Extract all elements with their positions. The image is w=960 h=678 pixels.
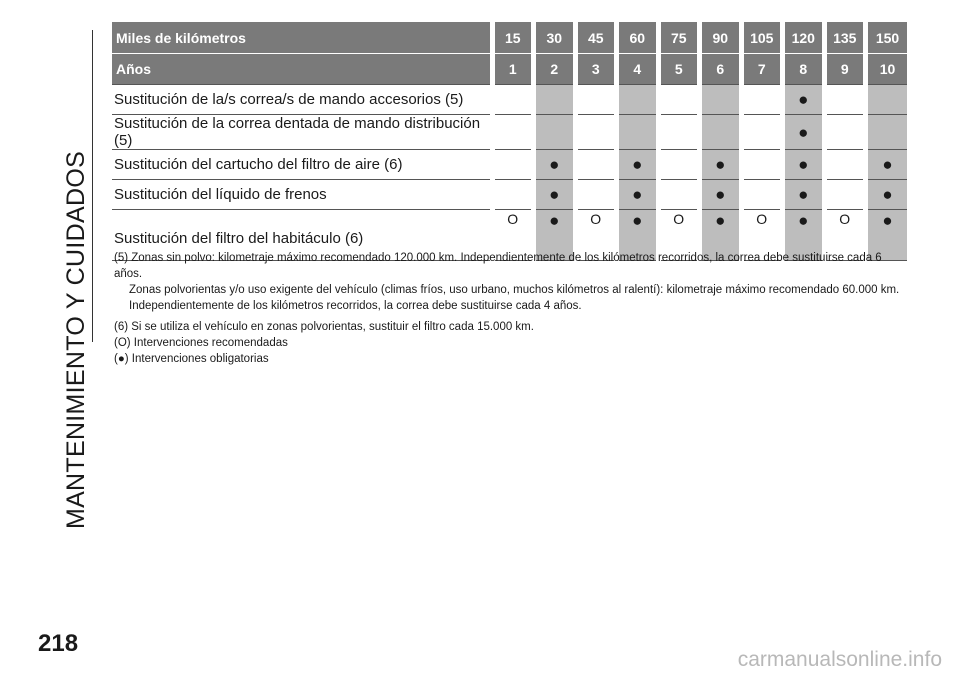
recommended-mark: O [673,211,685,227]
year-header-cell: 4 [617,54,659,85]
footnote-6: (6) Si se utiliza el vehículo en zonas polvorientas, sustituir el filtro cada 15.000 km. [114,321,534,333]
km-header-cell: 120 [783,22,825,54]
km-header-cell: 60 [617,22,659,54]
schedule-cell [866,150,908,180]
mandatory-mark: ● [798,90,809,109]
mandatory-mark: ● [798,211,809,230]
schedule-cell [741,85,783,115]
km-header-cell: 30 [534,22,576,54]
year-header-cell: 8 [783,54,825,85]
maintenance-task-label: Sustitución de la/s correa/s de mando accesorios (5) [112,85,492,115]
mandatory-mark: ● [549,155,560,174]
table-row [112,85,907,115]
year-header-cell: 1 [492,54,534,85]
schedule-cell [824,115,866,150]
maintenance-task-label: Sustitución de la correa dentada de mando distribución (5) [112,115,492,150]
schedule-cell [534,180,576,210]
schedule-cell [617,85,659,115]
schedule-cell [492,180,534,210]
schedule-cell [617,150,659,180]
years-header-row [112,54,907,85]
schedule-cell [534,115,576,150]
km-header-cell: 90 [700,22,742,54]
years-header-label: Años [112,54,492,85]
footnote-5-replacement-interval: Independientemente de los kilómetros recorridos, la correa debe sustituirse cada 4 años. [129,300,582,312]
km-header-cell: 135 [824,22,866,54]
schedule-cell [783,150,825,180]
schedule-cell [866,85,908,115]
schedule-cell [658,180,700,210]
schedule-cell [534,150,576,180]
watermark: carmanualsonline.info [737,648,942,671]
schedule-cell [866,115,908,150]
year-header-cell: 3 [575,54,617,85]
km-header-cell: 105 [741,22,783,54]
schedule-cell [700,180,742,210]
mandatory-mark: ● [715,155,726,174]
footnotes [114,250,904,367]
year-header-cell: 10 [866,54,908,85]
schedule-cell [492,85,534,115]
mandatory-mark: ● [632,211,643,230]
km-header-cell: 45 [575,22,617,54]
schedule-cell [783,85,825,115]
schedule-cell [575,115,617,150]
mandatory-mark: ● [798,155,809,174]
schedule-cell [783,180,825,210]
schedule-cell [741,180,783,210]
schedule-cell [658,115,700,150]
schedule-cell [866,180,908,210]
schedule-cell [783,115,825,150]
schedule-cell [700,115,742,150]
schedule-cell [658,150,700,180]
schedule-cell [575,150,617,180]
schedule-cell [700,150,742,180]
mandatory-mark: ● [549,211,560,230]
legend-recommended: (O) Intervenciones recomendadas [114,337,288,349]
page-number: 218 [38,630,79,657]
mandatory-mark: ● [632,185,643,204]
mandatory-mark: ● [798,185,809,204]
table-row [112,180,907,210]
year-header-cell: 6 [700,54,742,85]
schedule-cell [741,115,783,150]
recommended-mark: O [507,211,519,227]
recommended-mark: O [756,211,768,227]
km-header-cell: 75 [658,22,700,54]
schedule-cell [658,85,700,115]
footnote-5-dusty-zones: Zonas polvorientas y/o uso exigente del vehículo (climas fríos, uso urbano, muchos kilómetros al ralentí): kilometraje máximo recomendado 60.000 km. [129,284,900,296]
mandatory-mark: ● [882,185,893,204]
km-header-cell: 15 [492,22,534,54]
schedule-cell [492,115,534,150]
mandatory-mark: ● [882,211,893,230]
schedule-cell [617,115,659,150]
schedule-cell [492,150,534,180]
table-row [112,115,907,150]
km-header-row [112,22,907,54]
year-header-cell: 5 [658,54,700,85]
table-row [112,150,907,180]
mandatory-mark: ● [798,122,809,142]
maintenance-schedule-table [112,22,907,261]
schedule-cell [534,85,576,115]
maintenance-task-label: Sustitución del cartucho del filtro de aire (6) [112,150,492,180]
maintenance-task-label: Sustitución del filtro del habitáculo (6) [112,210,492,261]
schedule-cell [575,180,617,210]
mandatory-mark: ● [632,155,643,174]
year-header-cell: 9 [824,54,866,85]
km-header-cell: 150 [866,22,908,54]
schedule-cell [824,85,866,115]
year-header-cell: 2 [534,54,576,85]
mandatory-mark: ● [715,185,726,204]
schedule-cell [617,180,659,210]
recommended-mark: O [590,211,602,227]
recommended-mark: O [839,211,851,227]
schedule-cell [824,150,866,180]
section-title: MANTENIMIENTO Y CUIDADOS [62,150,90,530]
mandatory-mark: ● [882,155,893,174]
legend-mandatory: (●) Intervenciones obligatorias [114,353,269,365]
mandatory-mark: ● [549,185,560,204]
year-header-cell: 7 [741,54,783,85]
maintenance-task-label: Sustitución del líquido de frenos [112,180,492,210]
schedule-cell [741,150,783,180]
footnote-5: (5) Zonas sin polvo: kilometraje máximo recomendado 120.000 km. Independientemente de los kilómetros recorridos, la correa debe sustituirse cada 6 años. [114,252,882,280]
km-header-label: Miles de kilómetros [112,22,492,54]
section-divider [92,30,93,342]
schedule-cell [824,180,866,210]
mandatory-mark: ● [715,211,726,230]
schedule-cell [700,85,742,115]
schedule-cell [575,85,617,115]
